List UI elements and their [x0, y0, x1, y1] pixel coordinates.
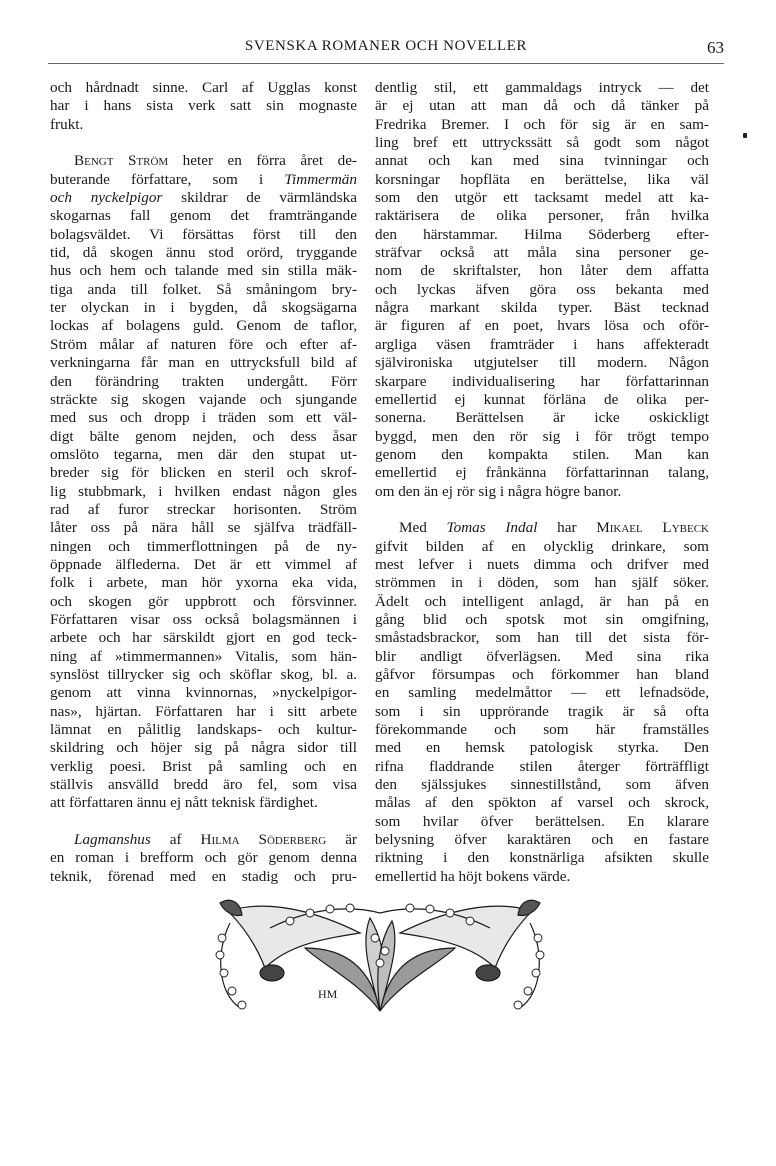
text-line: breder sig för blicken en steril och skrof-: [50, 464, 357, 482]
text-line: målas af den spökton af varsel och skrock,: [375, 794, 709, 812]
text-line: skarpare individualisering har författarinnan: [375, 372, 709, 390]
text-line: teknik, förenad med en stadig och pru-: [50, 867, 357, 885]
header-rule: [48, 63, 724, 64]
text-line: ning af »timmermannen» Vitalis, som hän-: [50, 647, 357, 665]
text-line: ter olyckan in i bygden, då skogsägarna: [50, 299, 357, 317]
paragraph-body: [50, 207, 357, 812]
ink-speck: [743, 133, 747, 138]
text-line: arbete och har särskildt gjort en god teck-: [50, 629, 357, 647]
text-line: tiga anda till folket. Så småningom bry-: [50, 280, 357, 298]
text-line: ling bref ett uttryckssätt så godt som något: [375, 134, 709, 152]
text-line: Lagmanshus af Hilma Söderberg är: [74, 831, 357, 849]
text-line: öppnade älflederna. Det är ett vimmel af: [50, 555, 357, 573]
running-title: SVENSKA ROMANER OCH NOVELLER: [244, 38, 528, 54]
author-name: Bengt Ström: [74, 152, 169, 170]
text-line: frukt.: [50, 115, 84, 133]
text-line: några markant skilda typer. Bäst tecknad: [375, 299, 709, 317]
text-line: är figuren af en poet, hvars lösa och oför-: [375, 317, 709, 335]
text-line: att författaren ännu ej nått teknisk färdighet.: [50, 794, 318, 812]
text-line: den härstammar. Hilma Söderberg efter-: [375, 225, 709, 243]
text-line: Bengt Ström heter en förra året de-: [74, 152, 357, 170]
text-line: synslöst tillrycker sig och sköflar skog, bl. a.: [50, 666, 357, 683]
running-header: [48, 38, 724, 60]
text-line: skildring och höjer sig på några sidor till: [50, 739, 357, 757]
text-line: och nyckelpigor skildrar de värmländska: [50, 189, 358, 207]
text-line: tid, då skogen ännu stod orörd, tryggande: [50, 244, 357, 262]
author-name: Mikael Lybeck: [596, 519, 709, 537]
text-line: ställvis ansvälld bredd äro fel, som visa: [50, 776, 357, 794]
text-line: gifvit bilden af en olycklig drinkare, som: [375, 537, 709, 555]
text-line: belysning öfver karaktären och en fastare: [375, 831, 709, 849]
text-line: Med Tomas Indal har Mikael Lybeck: [399, 519, 709, 537]
right-column: [375, 79, 709, 886]
text-line: emellertid ej frånkänna författarinnan talang,: [375, 464, 709, 482]
text-line: ningen och timmerflottningen på de ny-: [50, 537, 357, 555]
paragraph-body: [375, 538, 709, 887]
book-title: Tomas Indal: [446, 519, 538, 537]
text-line: mest lefver i nuets dimma och drifver med: [375, 555, 709, 573]
text-line: nas», hjärtan. Författaren har i sitt arbete: [50, 702, 357, 720]
paragraph-bengt-strom: [50, 152, 357, 812]
text-line: gåfvor försumpas och förkommer han bland: [375, 666, 709, 683]
text-line: annat och kan med sina tvinningar och: [375, 152, 709, 170]
text-line: emellertid ej kunnat förläna de olika per-: [375, 390, 709, 408]
text-line: Fredrika Bremer. I och för sig är en sam-: [375, 115, 709, 133]
author-name: Hilma Söderberg: [200, 831, 327, 849]
text-line: lig stubbmark, i hvilken endast någon gles: [50, 482, 357, 500]
text-line: och hårdnadt sinne. Carl af Ugglas konst: [50, 79, 357, 96]
text-line: har i hans sista verk satt sin mognaste: [50, 97, 357, 115]
text-line: genom den kompakta stilen. Man kan: [375, 445, 709, 463]
text-line: dentlig stil, ett gammaldags intryck — det: [375, 79, 709, 96]
text-line: som i sin upprörande tragik är så ofta: [375, 702, 709, 720]
paragraph-lagmanshus: [50, 831, 357, 886]
text-line: lockas af bolagens guld. Genom de taflor,: [50, 317, 357, 335]
text-line: med en hemsk patologisk styrka. Den: [375, 739, 709, 757]
text-line: emellertid ha höjt bokens värde.: [375, 867, 571, 885]
text-line: är ej utan att man då och då tänker på: [375, 97, 709, 115]
text-line: som den utgör ett tacksamt medel att ka-: [375, 189, 709, 207]
text-line: blir andligt öfverlägsen. Med sina rika: [375, 647, 709, 665]
artist-monogram: HM: [318, 987, 338, 1001]
text-line: och skogen gör uppbrott och försvinner.: [50, 592, 357, 610]
text-line: verklig poesi. Brist på samling och en: [50, 757, 357, 775]
book-title: och nyckelpigor: [50, 189, 163, 207]
text-line: Ädelt och intelligent anlagd, är han på en: [375, 592, 709, 610]
text-line: den förändring trakten undergått. Förr: [50, 372, 357, 390]
ornament-illustration: [210, 893, 550, 1018]
text-line: Författaren visar oss också bolagsmännen i: [50, 610, 357, 628]
text-line: den själssjukes sinnestillstånd, som äfven: [375, 776, 709, 794]
text-line: sträckte sig skogen vajande och sjungande: [50, 390, 357, 408]
text-line: rifna fladdrande stilen återger förträffligt: [375, 757, 709, 775]
text-line: en roman i brefform och gör genom denna: [50, 849, 357, 867]
text-line: hus och hem och talande med sin stilla mäk-: [50, 262, 357, 280]
text-line: rad af furor streckar horisonten. Ström: [50, 500, 357, 518]
text-line: omslöto tegarna, men där den stupat ut-: [50, 445, 357, 463]
text-line: nom de skriftalster, hon låter dem affatta: [375, 262, 709, 280]
text-line: en samling medelmåttor — ett lefnadsöde,: [375, 684, 709, 702]
paragraph-tomas-indal: [375, 519, 709, 886]
left-column: [50, 79, 357, 886]
text-line: buterande författare, som i Timmermän: [50, 170, 357, 188]
text-line: gång blid och spotsk mot sin omgifning,: [375, 610, 709, 628]
text-line: och lyckas äfven göra oss bekanta med: [375, 280, 709, 298]
text-line: om den än ej rör sig i några högre banor.: [375, 482, 622, 500]
text-line: argliga väsen framträder i hans affekteradt: [375, 335, 709, 353]
text-line: riktning i den konstnärliga afsikten skulle: [375, 849, 709, 867]
text-line: korsningar hopfläta en berättelse, lika väl: [375, 170, 709, 188]
text-line: förekommande och som här framställes: [375, 721, 709, 739]
text-line: byggd, men den rör sig i för trögt tempo: [375, 427, 709, 445]
text-line: självironiska utgjutelser till modern. Någon: [375, 354, 709, 372]
text-line: som hvilar öfver berättelsen. En klarare: [375, 812, 709, 830]
text-line: digt bälte genom nejden, och dess åsar: [50, 427, 357, 445]
paragraph-ugglas-ending: [50, 79, 357, 134]
text-line: sonerna. Berättelsen är icke oskickligt: [375, 409, 709, 427]
paragraph-lagmanshus-continued: [375, 79, 709, 501]
text-line: Ström målar af naturen före och efter af-: [50, 335, 357, 353]
text-line: folk i arbete, man hör yxorna eka vida,: [50, 574, 357, 592]
text-line: lämnat en pålitlig landskaps- och kultur-: [50, 721, 357, 739]
text-line: småstadsbrackor, som han till det sista för-: [375, 629, 709, 647]
text-line: bolagsväldet. Vi försättas först till den: [50, 225, 357, 243]
page-number: 63: [707, 38, 724, 57]
text-line: låter oss på nära håll se själfva trädfäll-: [50, 519, 357, 537]
text-line: raktärisera de olika personer, från hvilka: [375, 207, 709, 225]
text-line: genom att vinna kvinnornas, »nyckelpigor-: [50, 684, 357, 702]
text-line: sträfvar också att måla sina personer ge-: [375, 244, 709, 262]
book-title: Lagmanshus: [74, 831, 151, 849]
book-title: Timmermän: [284, 170, 357, 188]
lily-of-the-valley-ornament: [210, 893, 550, 1018]
text-line: med sus och dropp i träden som ett väl-: [50, 409, 357, 427]
text-line: strömmen in i döden, som han själf söker.: [375, 574, 709, 592]
text-line: skogarnas fall genom det framträngande: [50, 207, 357, 225]
text-line: verkningarna får man en uttrycksfull bild af: [50, 354, 357, 372]
